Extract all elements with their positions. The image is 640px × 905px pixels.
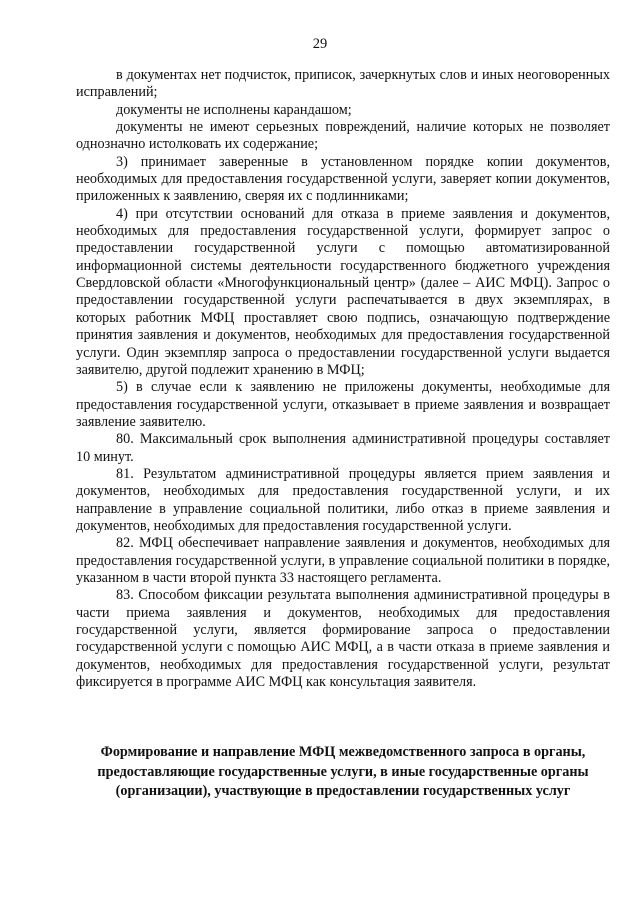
- section-heading-line: (организации), участвующие в предоставлении государственных услуг: [115, 783, 571, 799]
- section-heading: [76, 743, 610, 802]
- paragraph-80: 80. Максимальный срок выполнения административной процедуры составляет 10 минут.: [76, 431, 610, 465]
- paragraph-no-pencil: документы не исполнены карандашом;: [116, 101, 352, 118]
- paragraph-83: 83. Способом фиксации результата выполнения административной процедуры в части приема заявления и документов, необходимых для предоставления государственной услуги, является формирование запроса о предоставлении государственной услуги с помощью АИС МФЦ, а в части отказа в приеме заявления и документов, необходимых для предоставления государственной услуги, результат фиксируется в программе АИС МФЦ как консультация заявителя.: [76, 587, 610, 691]
- paragraph-item-4: 4) при отсутствии оснований для отказа в приеме заявления и документов, необходимых для предоставления государственной услуги, формирует запрос о предоставлении государственной услуги с помощью автоматизированной информационной системы деятельности государственного бюджетного учреждения Свердловской области «Многофункциональный центр» (далее – АИС МФЦ). Запрос о предоставлении государственной услуги распечатывается в двух экземплярах, в которых работник МФЦ проставляет свою подпись, означающую подтверждение принятия заявления и документов, необходимых для предоставления государственной услуги. Один экземпляр запроса о предоставлении государственной услуги выдается заявителю, другой подлежит хранению в МФЦ;: [76, 205, 610, 378]
- section-heading-line: предоставляющие государственные услуги, в иные государственные органы: [97, 763, 589, 780]
- paragraph-81: 81. Результатом административной процедуры является прием заявления и документов, необходимых для предоставления государственной услуги, и их направление в управление социальной политики, либо отказ в приеме заявления и документов, необходимых для предоставления государственной услуги.: [76, 465, 610, 534]
- paragraph-no-damage: документы не имеют серьезных повреждений, наличие которых не позволяет однозначно истолковать их содержание;: [76, 119, 610, 153]
- paragraph-item-5: 5) в случае если к заявлению не приложены документы, необходимые для предоставления государственной услуги, отказывает в приеме заявления и возвращает заявление заявителю.: [76, 379, 610, 430]
- page-number: 29: [312, 36, 328, 52]
- section-heading-line: Формирование и направление МФЦ межведомственного запроса в органы,: [100, 744, 586, 760]
- body-text: [76, 67, 610, 691]
- paragraph-no-corrections: в документах нет подчисток, приписок, зачеркнутых слов и иных неоговоренных исправлений;: [76, 67, 610, 101]
- paragraph-item-3: 3) принимает заверенные в установленном порядке копии документов, необходимых для предоставления государственной услуги, заверяет копии документов, приложенных к заявлению, сверяя их с подлинниками;: [76, 153, 610, 205]
- paragraph-82: 82. МФЦ обеспечивает направление заявления и документов, необходимых для предоставления государственной услуги, в управление социальной политики в порядке, указанном в части второй пункта 33 настоящего регламента.: [76, 535, 610, 586]
